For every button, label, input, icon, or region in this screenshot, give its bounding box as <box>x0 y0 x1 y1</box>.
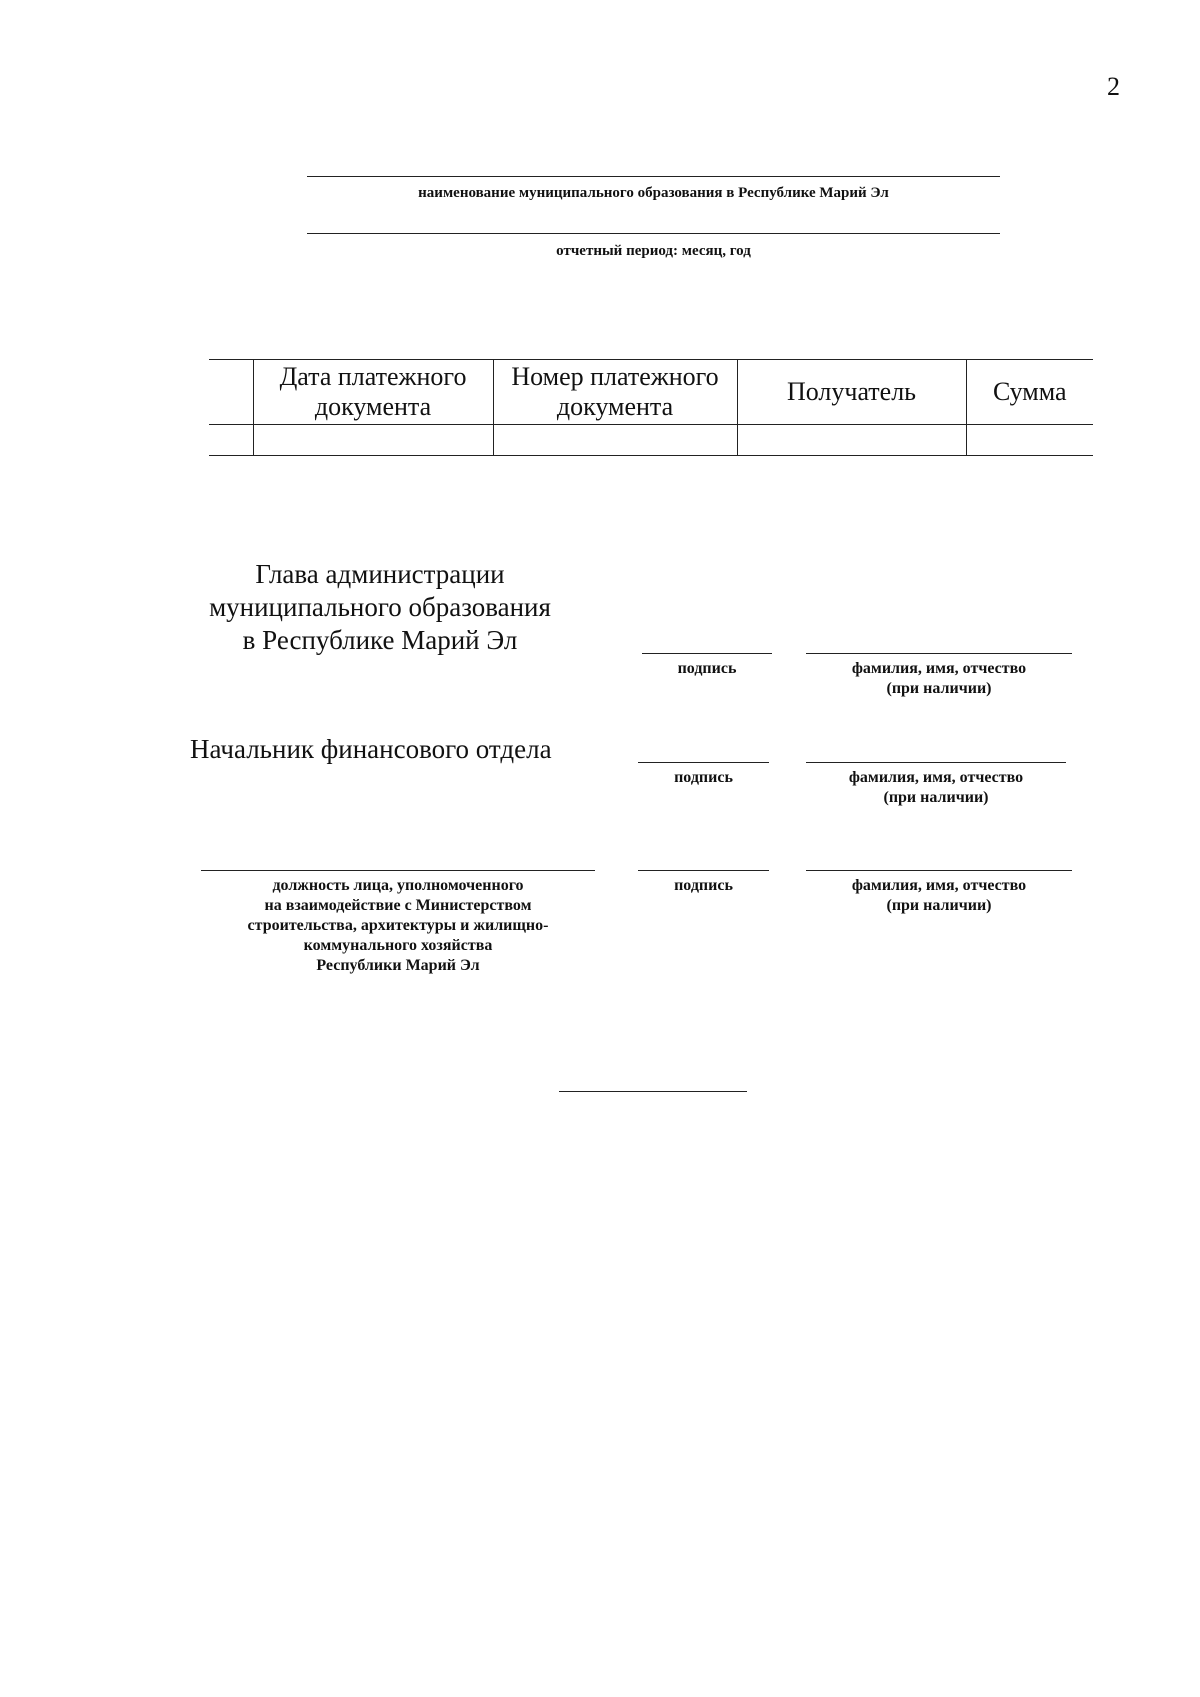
head-name-caption <box>806 659 1072 699</box>
column-header-date: Дата платежного документа <box>253 360 493 425</box>
table-cell[interactable] <box>209 425 253 456</box>
authorized-caption-line-2: на взаимодействие с Министерством <box>264 897 532 914</box>
authorized-caption-line-3: строительства, архитектуры и жилищно- <box>247 917 549 934</box>
head-title-line-1: Глава администрации <box>255 559 505 589</box>
authorized-name-line[interactable] <box>806 870 1072 871</box>
head-name-caption-line-1: фамилия, имя, отчество <box>851 660 1027 677</box>
municipality-caption: наименование муниципального образования в Республике Марий Эл <box>418 185 889 201</box>
head-title-line-3: в Республике Марий Эл <box>242 625 518 655</box>
finance-name-caption-line-1: фамилия, имя, отчество <box>848 769 1024 786</box>
column-header-index <box>209 360 253 425</box>
finance-name-caption-line-2: (при наличии) <box>883 789 989 806</box>
finance-title: Начальник финансового отдела <box>190 734 552 764</box>
authorized-caption-line-4: коммунального хозяйства <box>303 937 493 954</box>
head-name-line[interactable] <box>806 653 1072 654</box>
closing-divider <box>559 1091 747 1092</box>
authorized-name-caption-line-1: фамилия, имя, отчество <box>851 877 1027 894</box>
table-header-row <box>209 360 1093 425</box>
authorized-position-caption <box>201 876 595 976</box>
table-row <box>209 425 1093 456</box>
authorized-signature-line[interactable] <box>638 870 769 871</box>
period-caption: отчетный период: месяц, год <box>556 243 751 259</box>
head-signature-line[interactable] <box>642 653 772 654</box>
authorized-position-line[interactable] <box>201 870 595 871</box>
head-name-caption-line-2: (при наличии) <box>886 680 992 697</box>
period-line <box>307 233 1000 234</box>
finance-signature-caption: подпись <box>674 769 733 786</box>
table-cell[interactable] <box>737 425 966 456</box>
column-header-number: Номер платежного документа <box>493 360 737 425</box>
finance-name-line[interactable] <box>806 762 1066 763</box>
table-cell[interactable] <box>253 425 493 456</box>
table-cell[interactable] <box>493 425 737 456</box>
finance-name-caption <box>806 768 1066 808</box>
municipality-line <box>307 176 1000 177</box>
authorized-caption-line-5: Республики Марий Эл <box>316 957 480 974</box>
head-signature-caption: подпись <box>677 660 737 677</box>
finance-signature-line[interactable] <box>638 762 769 763</box>
page-number: 2 <box>1107 72 1120 101</box>
column-header-amount: Сумма <box>966 360 1093 425</box>
table-cell[interactable] <box>966 425 1093 456</box>
head-title <box>190 558 570 657</box>
column-header-recipient: Получатель <box>737 360 966 425</box>
payments-table <box>209 359 1093 456</box>
head-title-line-2: муниципального образования <box>209 592 551 622</box>
authorized-caption-line-1: должность лица, уполномоченного <box>272 877 524 894</box>
authorized-signature-caption: подпись <box>674 877 733 894</box>
authorized-name-caption <box>806 876 1072 916</box>
authorized-name-caption-line-2: (при наличии) <box>886 897 992 914</box>
